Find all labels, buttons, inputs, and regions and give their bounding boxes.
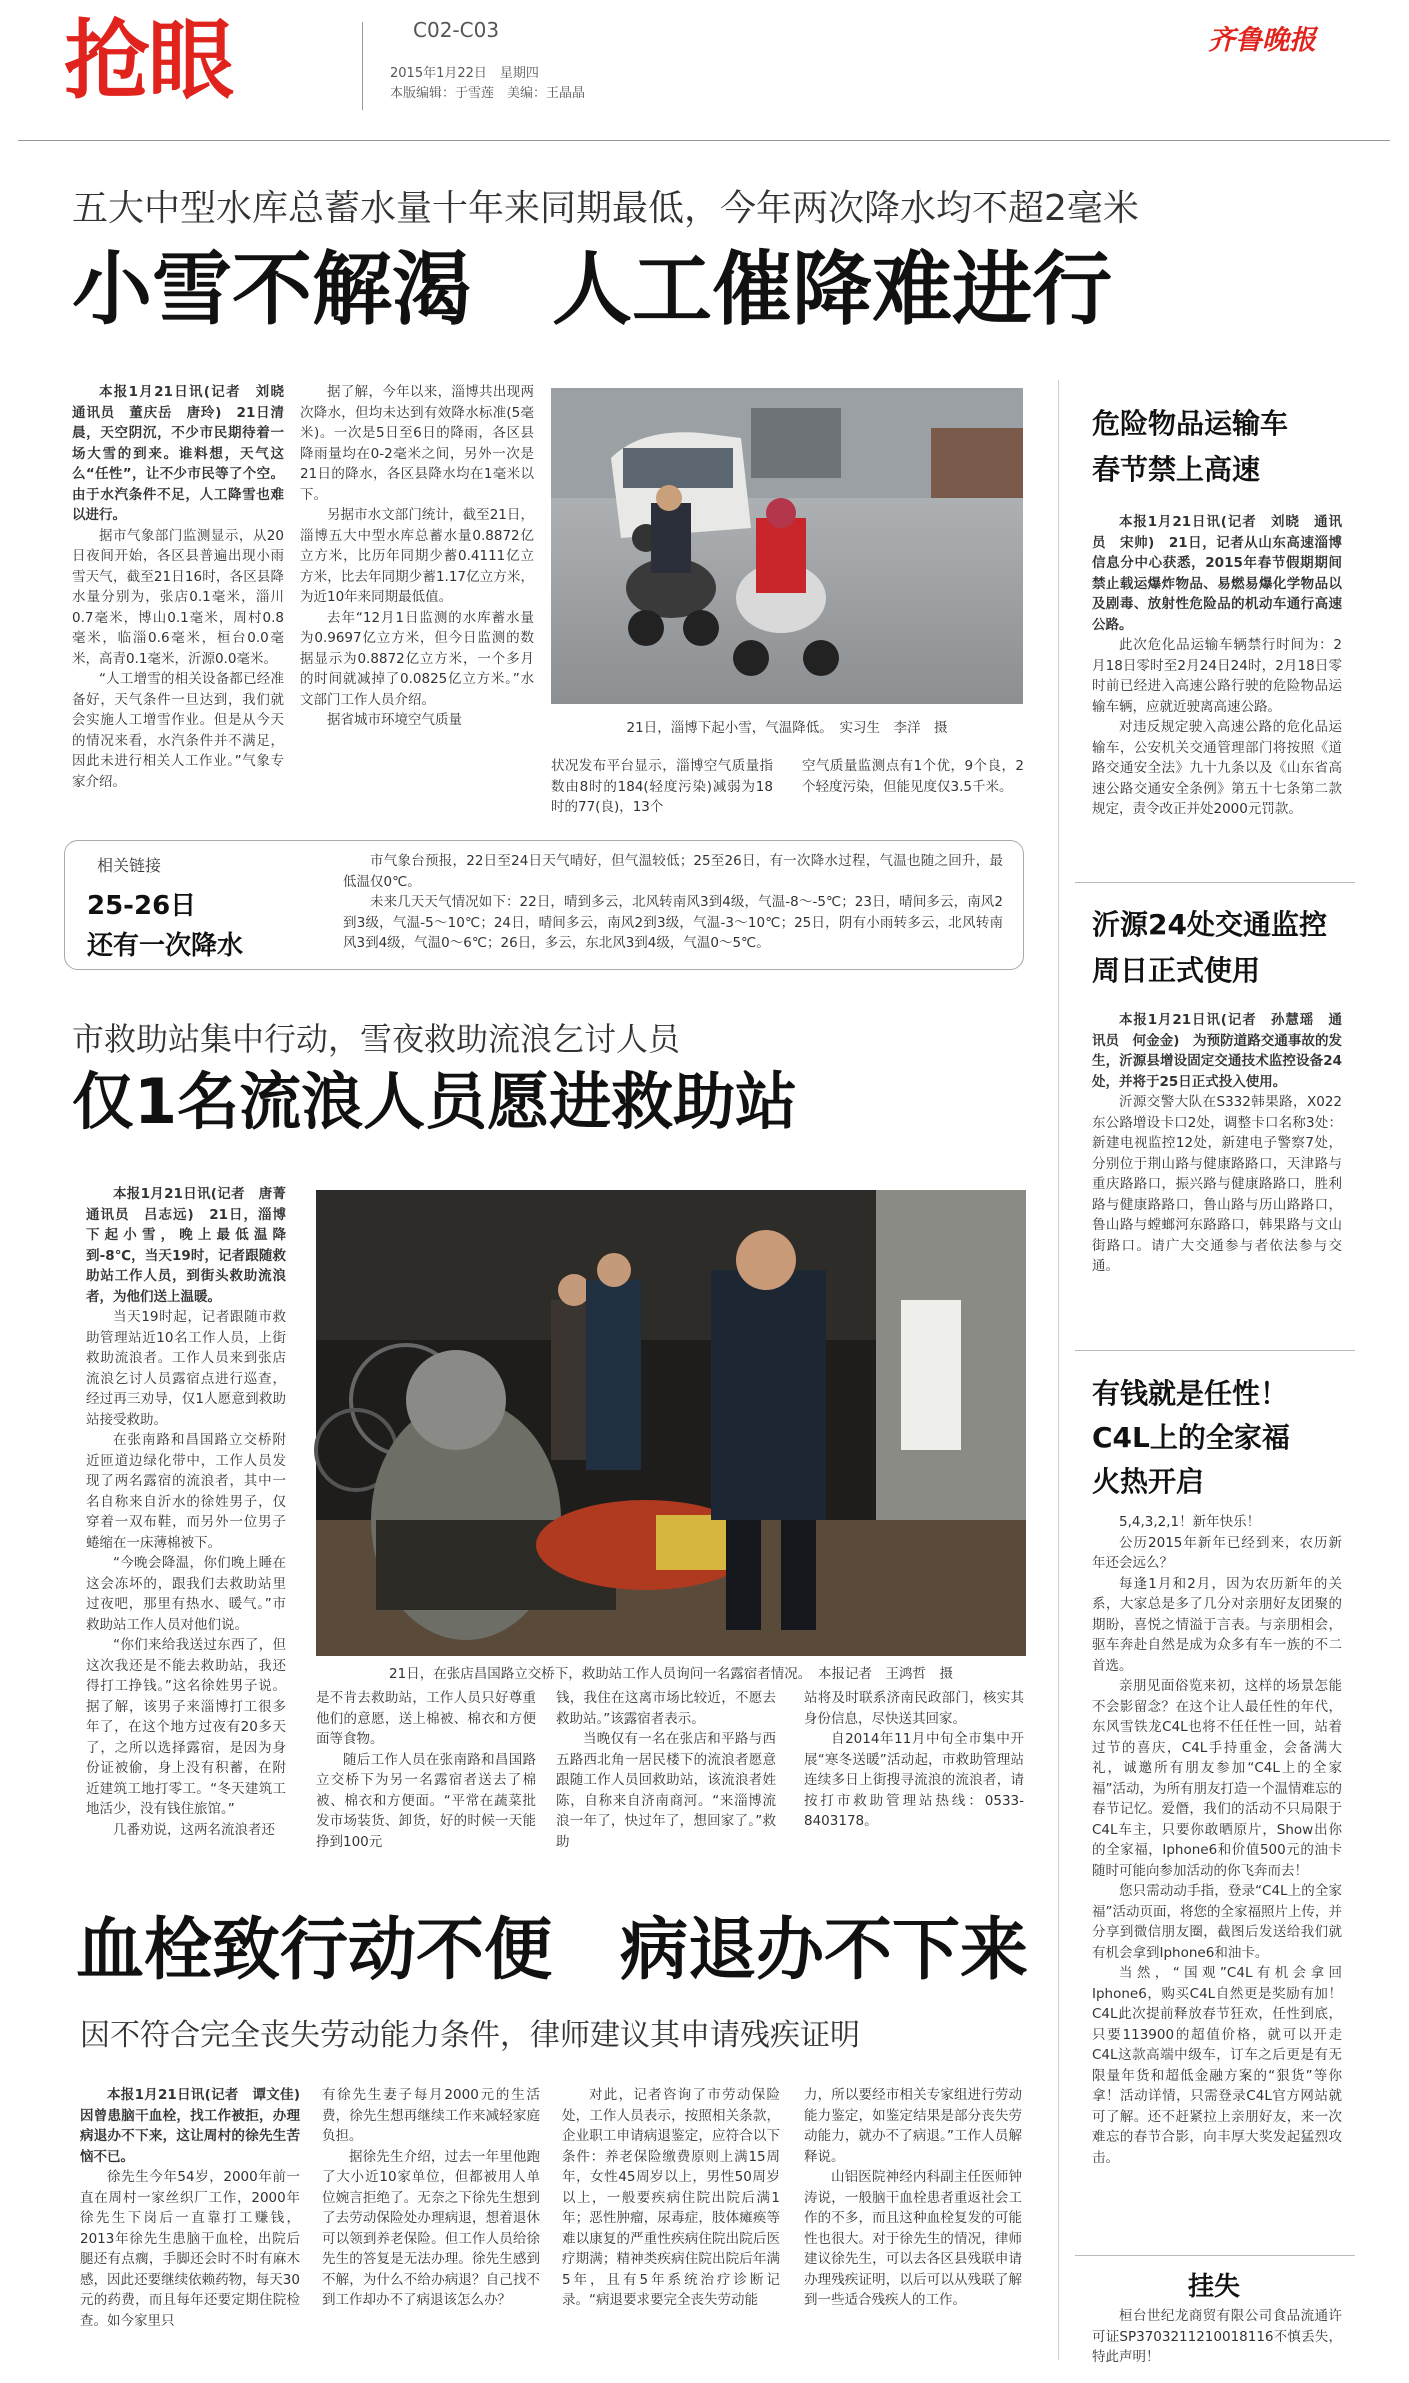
sidebar-rule-1 (1075, 882, 1355, 883)
article2-p11: 站将及时联系济南民政部门，核实其身份信息，尽快送其回家。 (804, 1690, 1024, 1727)
article3-p2: 徐先生今年54岁，2000年前一直在周村一家丝织厂工作，2000年徐先生下岗后一直靠打工赚钱，2013年徐先生患脑干血栓，出院后腿还有点瘸，手脚还会时不时有麻木感，因此还要继续依赖药物，每天30元的药费，而且每年还要定期住院检查。如今家里只 (80, 2169, 300, 2329)
masthead-divider (362, 22, 363, 110)
sidebar-rule-3 (1075, 2255, 1355, 2256)
article3-p7: 山铝医院神经内科副主任医师钟涛说，一般脑干血栓患者重返社会工作的不多，而且这种血栓复发的可能性也很大。对于徐先生的情况，律师建议徐先生，可以去各区县残联申请办理残疾证明，以后可以从残联了解到一些适合残疾人的工作。 (804, 2169, 1022, 2308)
side3-p2: 公历2015年新年已经到来，农历新年还会远么？ (1092, 1534, 1342, 1571)
article2-p10: 当晚仅有一名在张店和平路与西五路西北角一居民楼下的流浪者愿意跟随工作人员回救助站，该流浪者姓陈，自称来自济南商河。“来淄博流浪一年了，快过年了，想回家了。”救助 (556, 1731, 776, 1850)
article2-p3: 在张南路和昌国路立交桥附近匝道边绿化带中，工作人员发现了两名露宿的流浪者，其中一名自称来自沂水的徐姓男子，仅穿着一双布鞋，而另外一位男子蜷缩在一床薄棉被下。 (86, 1432, 286, 1551)
article1-p5: 另据市水文部门统计，截至21日，淄博五大中型水库总蓄水量0.8872亿立方米，比历年同期少蓄0.4111亿立方米，比去年同期少蓄1.17亿立方米，为近10年来同期最低值。 (300, 507, 534, 605)
article1-p6: 去年“12月1日监测的水库蓄水量为0.9697亿立方米，但今日监测的数据显示为0.8872亿立方米，一个多月的时间就减掉了0.0825亿立方米。”水文部门工作人员介绍。 (300, 609, 534, 708)
side3-p3: 每逢1月和2月，因为农历新年的关系，大家总是多了几分对亲朋好友团聚的期盼，喜悦之情溢于言表。与亲朋相会，驱车奔赴自然是成为众多有车一族的不二首选。 (1092, 1575, 1342, 1674)
article3-p4: 据徐先生介绍，过去一年里他跑了大小近10家单位，但都被用人单位婉言拒绝了。无奈之下徐先生想到了去劳动保险处办理病退，想着退休可以领到养老保险。但工作人员给徐先生的答复是无法办理。徐先生感到不解，为什么不给办病退？自己找不到工作却办不了病退该怎么办？ (322, 2148, 540, 2308)
article3-subhead: 因不符合完全丧失劳动能力条件，律师建议其申请残疾证明 (80, 2018, 860, 2053)
rescue-night-photo-image (316, 1190, 1026, 1656)
article1-headline: 小雪不解渴 人工催降难进行 (72, 243, 1112, 336)
snow-street-photo-image (551, 388, 1023, 704)
side4-body (1092, 2306, 1342, 2376)
article1-col1 (72, 382, 298, 832)
article1-p8: 状况发布平台显示，淄博空气质量指数由8时的184(轻度污染)减弱为18时的77(良)，13个 (551, 758, 773, 815)
article2-p12: 自2014年11月中旬全市集中开展“寒冬送暖”活动起，市救助管理站连续多日上街搜寻流浪的流浪者，请按打市救助管理站热线：0533-8403178。 (804, 1731, 1024, 1829)
side1-headline-line2: 春节禁上高速 (1092, 453, 1261, 486)
article2-col3 (556, 1688, 776, 1850)
side3-p6: 当然，“国观”C4L有机会拿回Iphone6，购买C4L自然更是奖励有加！C4L此次提前释放春节狂欢，任性到底，只要113900的超值价格，就可以开走C4L这款高端中级车，订车之后更是有无限量年货和超低金融方案的“狠货”等你拿！活动详情，只需登录C4L官方网站就可了解。还不赶紧拉上亲朋好友，来一次难忘的春节合影，向丰厚大奖发起猛烈攻击。 (1092, 1965, 1342, 2166)
side3-p1: 5,4,3,2,1！新年快乐！ (1119, 1514, 1261, 1530)
side2-body (1092, 1010, 1342, 1330)
article3-col3 (562, 2085, 780, 2355)
article2-p6: 几番劝说，这两名流浪者还 (113, 1821, 275, 1838)
article3-p1: 本报1月21日讯(记者 谭文佳) 因曾患脑干血栓，找工作被拒，办理病退办不下来，这让周村的徐先生苦恼不已。 (80, 2087, 314, 2165)
date-line: 2015年1月22日 星期四 (390, 66, 539, 81)
article2-headline: 仅1名流浪人员愿进救助站 (72, 1065, 798, 1138)
article1-col3 (551, 756, 773, 820)
article3-col1 (80, 2085, 314, 2355)
sidebar-divider (1058, 380, 1059, 2360)
side1-headline-line1: 危险物品运输车 (1092, 407, 1289, 440)
related-p2: 未来几天天气情况如下：22日，晴到多云，北风转南风3到4级，气温-8～-5℃；23日，晴间多云，南风2到3级，气温-5～10℃；24日，晴间多云，南风2到3级，气温-3～10℃；25日，阴有小雨转多云，北风转南风3到4级，气温0～6℃；26日，多云，东北风3到4级，气温0～5℃。 (343, 894, 1003, 951)
related-title-date: 25-26日 (87, 891, 197, 921)
sidebar-rule-2 (1075, 1350, 1355, 1351)
page-numbers: C02-C03 (413, 18, 500, 42)
article1-p3: “人工增雪的相关设备都已经准备好，天气条件一旦达到，我们就会实施人工增雪作业。但是从今天的情况来看，水汽条件并不满足，因此未进行相关人工作业。”气象专家介绍。 (72, 671, 284, 790)
article2-photo-caption: 21日，在张店昌国路立交桥下，救助站工作人员询问一名露宿者情况。 本报记者 王鸿哲 摄 (389, 1666, 953, 1682)
side2-p2: 沂源交警大队在S332韩果路，X022东公路增设卡口2处，调整卡口名称3处：新建电视监控12处，新建电子警察7处，分别位于荆山路与健康路路口，天津路与重庆路路口，振兴路与健康路路口，胜利路与健康路路口，鲁山路与历山路路口，鲁山路与螳螂河东路路口，韩果路与文山街路口。请广大交通参与者依法参与交通。 (1092, 1094, 1342, 1274)
article1-p7: 据省城市环境空气质量 (327, 712, 462, 728)
snow-street-photo (551, 388, 1023, 704)
article2-p9: 钱，我住在这离市场比较近，不愿去救助站。”该露宿者表示。 (556, 1690, 776, 1727)
paper-logo: 齐鲁晚报 (1208, 25, 1316, 56)
side2-p1: 本报1月21日讯(记者 孙慧瑶 通讯员 何金金) 为预防道路交通事故的发生，沂源县增设固定交通技术监控设备24处，并将于25日正式投入使用。 (1092, 1012, 1342, 1090)
article1-col2 (300, 382, 534, 832)
article2-p7: 是不肯去救助站，工作人员只好尊重他们的意愿，送上棉被、棉衣和方便面等食物。 (316, 1690, 536, 1747)
related-body (343, 851, 1003, 963)
section-title: 抢眼 (64, 11, 232, 111)
article3-p3: 有徐先生妻子每月2000元的生活费，徐先生想再继续工作来减轻家庭负担。 (322, 2087, 540, 2144)
related-label: 相关链接 (97, 856, 162, 875)
side4-p1: 桓台世纪龙商贸有限公司食品流通许可证SP3703211210018116不慎丢失，特此声明！ (1092, 2308, 1342, 2365)
masthead (0, 0, 1409, 135)
related-link-box (64, 840, 1024, 970)
article1-p9: 空气质量监测点有1个优，9个良，2个轻度污染，但能见度仅3.5千米。 (802, 758, 1024, 795)
side1-p1: 本报1月21日讯(记者 刘晓 通讯员 宋帅) 21日，记者从山东高速淄博信息分中心获悉，2015年春节假期期间禁止载运爆炸物品、易燃易爆化学物品以及剧毒、放射性危险品的机动车通行高速公路。 (1092, 514, 1342, 633)
masthead-rule (18, 140, 1390, 141)
article2-col2 (316, 1688, 536, 1850)
article2-col1 (86, 1184, 300, 1854)
side4-headline: 挂失 (1188, 2272, 1241, 2302)
side3-headline-line1: 有钱就是任性！ (1092, 1377, 1289, 1410)
article1-photo-caption: 21日，淄博下起小雪，气温降低。 实习生 李洋 摄 (626, 720, 948, 736)
side1-body (1092, 512, 1342, 862)
article2-p8: 随后工作人员在张南路和昌国路立交桥下为另一名露宿者送去了棉被、棉衣和方便面。“平常在蔬菜批发市场装货、卸货，好的时候一天能挣到100元 (316, 1751, 536, 1850)
article2-col4 (804, 1688, 1024, 1850)
side1-p3: 对违反规定驶入高速公路的危化品运输车，公安机关交通管理部门将按照《道路交通安全法》九十九条以及《山东省高速公路交通安全条例》第五十七条第二款规定，责令改正并处2000元罚款。 (1092, 719, 1342, 817)
article1-p2: 据市气象部门监测显示，从20日夜间开始，各区县普遍出现小雨雪天气，截至21日16时，各区县降水量分别为，张店0.1毫米，淄川0.7毫米，博山0.1毫米，周村0.8毫米，临淄0.6毫米，桓台0.0毫米，高青0.1毫米，沂源0.0毫米。 (72, 527, 284, 667)
article2-p1: 本报1月21日讯(记者 唐菁 通讯员 吕志远) 21日，淄博下起小雪，晚上最低温降到-8℃，当天19时，记者跟随救助站工作人员，到街头救助流浪者，为他们送上温暖。 (86, 1186, 300, 1305)
article3-p6: 力，所以要经市相关专家组进行劳动能力鉴定，如鉴定结果是部分丧失劳动能力，就办不了病退。”工作人员解释说。 (804, 2087, 1022, 2165)
article2-p4: “今晚会降温，你们晚上睡在这会冻坏的，跟我们去救助站里过夜吧，那里有热水、暖气。”市救助站工作人员对他们说。 (86, 1555, 286, 1633)
side2-headline-line1: 沂源24处交通监控 (1092, 908, 1327, 941)
rescue-night-photo (316, 1190, 1026, 1656)
article1-col4 (802, 756, 1024, 820)
article3-p5: 对此，记者咨询了市劳动保险处，工作人员表示，按照相关条款，企业职工申请病退鉴定，应符合以下条件：养老保险缴费原则上满15周年，女性45周岁以上，男性50周岁以上，一般要疾病住院出院后满1年；恶性肿瘤，尿毒症，肢体瘫痪等难以康复的严重性疾病住院出院后医疗期满；精神类疾病住院出院后年满5年，且有5年系统治疗诊断记录。“病退要求要完全丧失劳动能 (562, 2087, 780, 2308)
side3-p5: 您只需动动手指，登录“C4L上的全家福”活动页面，将您的全家福照片上传，并分享到微信朋友圈，截图后发送给我们就有机会拿到Iphone6和油卡。 (1092, 1883, 1342, 1961)
side3-body (1092, 1512, 1342, 2252)
article3-col4 (804, 2085, 1022, 2355)
side1-p2: 此次危化品运输车辆禁行时间为：2月18日零时至2月24日24时，2月18日零时前已经进入高速公路行驶的危险物品运输车辆，应就近驶离高速公路。 (1092, 637, 1342, 715)
article1-p1: 本报1月21日讯(记者 刘晓 通讯员 董庆岳 唐玲) 21日清晨，天空阴沉，不少市民期待着一场大雪的到来。谁料想，天气这么“任性”，让不少市民等了个空。由于水汽条件不足，人工降雪也难以进行。 (72, 384, 298, 523)
article3-headline: 血栓致行动不便 病退办不下来 (76, 1911, 1029, 1990)
article1-p4: 据了解，今年以来，淄博共出现两次降水，但均未达到有效降水标准(5毫米)。一次是5日至6日的降雨，各区县降雨量均在0-2毫米之间，另外一次是21日的降水，各区县降水均在1毫米以下。 (300, 384, 534, 503)
editor-line: 本版编辑：于雪莲 美编：王晶晶 (390, 86, 586, 101)
article2-p5: “你们来给我送过东西了，但这次我还是不能去救助站，我还得打工挣钱。”这名徐姓男子说。据了解，该男子来淄博打工很多年了，在这个地方过夜有20多天了，之所以选择露宿，是因为身份证被偷，身上没有积蓄，在附近建筑工地打零工。“冬天建筑工地活少，没有钱住旅馆。” (86, 1637, 286, 1817)
side3-p4: 亲朋见面俗览来初，这样的场景怎能不会影留念？在这个让人最任性的年代，东风雪铁龙C4L也将不任任性一回，站着过节的喜庆，C4L手持重金，会备满大礼，诚邀所有朋友参加“C4L上的全家福”活动，为所有朋友打造一个温情难忘的春节记忆。爱僭，我们的活动不只局限于C4L车主，只要你敢晒原片，Show出你的全家福，Iphone6和价值500元的油卡随时可能向参加活动的你飞奔而去！ (1092, 1678, 1342, 1879)
related-p1: 市气象台预报，22日至24日天气晴好，但气温较低；25至26日，有一次降水过程，气温也随之回升，最低温仅0℃。 (343, 853, 1003, 890)
side3-headline-line2: C4L上的全家福 (1092, 1421, 1290, 1454)
article1-kicker: 五大中型水库总蓄水量十年来同期最低，今年两次降水均不超2毫米 (72, 188, 1139, 229)
article3-col2 (322, 2085, 540, 2355)
article2-p2: 当天19时起，记者跟随市救助管理站近10名工作人员，上街救助流浪者。工作人员来到张店流浪乞讨人员露宿点进行巡查，经过再三劝导，仅1人愿意到救助站接受救助。 (86, 1309, 286, 1428)
side2-headline-line2: 周日正式使用 (1092, 954, 1261, 987)
related-title-text: 还有一次降水 (87, 931, 244, 961)
side3-headline-line3: 火热开启 (1092, 1465, 1205, 1498)
article2-kicker: 市救助站集中行动，雪夜救助流浪乞讨人员 (72, 1020, 681, 1058)
